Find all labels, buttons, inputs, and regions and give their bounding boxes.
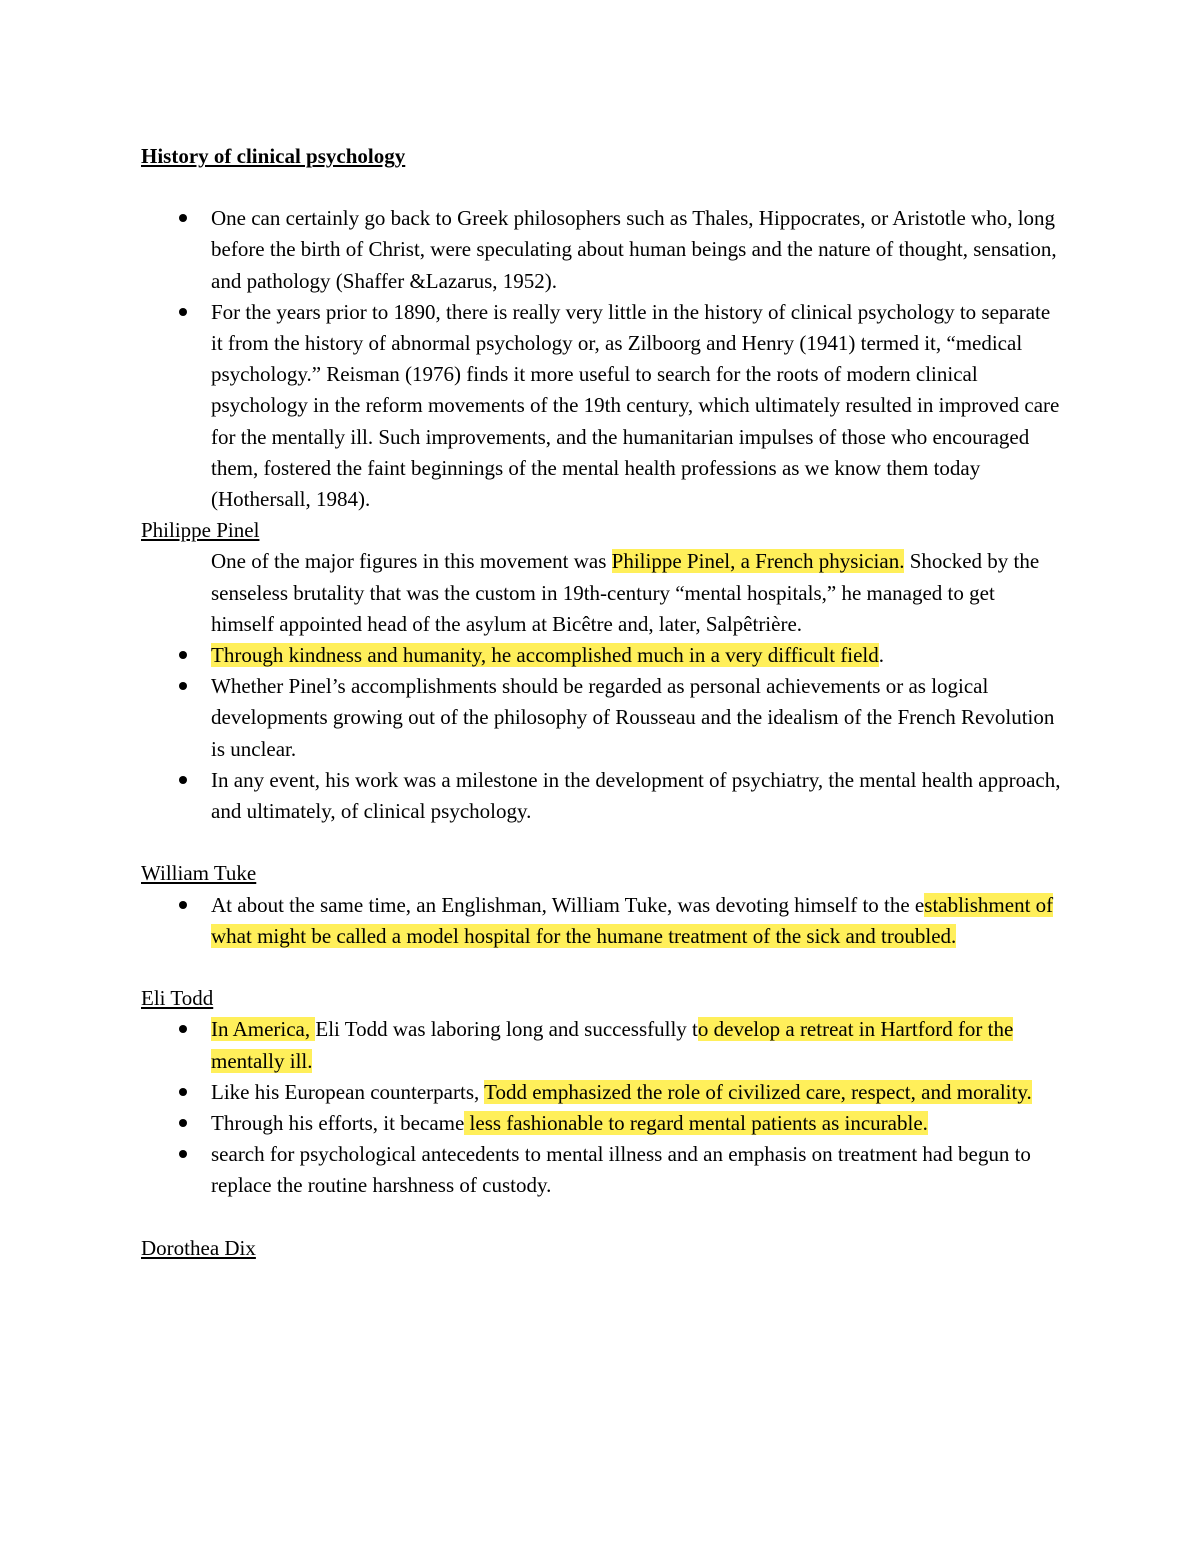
- highlighted-text: Todd emphasized the role of civilized care, respect, and morality.: [484, 1079, 1032, 1104]
- list-item: [211, 297, 1061, 515]
- document-title: History of clinical psychology: [141, 144, 406, 168]
- paragraph-text: One of the major figures in this movement was: [211, 549, 612, 574]
- bullet-text: search for psychological antecedents to mental illness and an emphasis on treatment had begun to replace the routine harshness of custody.: [211, 1142, 1031, 1198]
- list-item: [211, 1108, 1061, 1139]
- list-item: [211, 640, 1061, 671]
- list-item: [211, 1014, 1061, 1076]
- list-item: [211, 1077, 1061, 1108]
- tuke-bullet-list: [141, 890, 1061, 952]
- spacer: [141, 827, 1061, 858]
- paragraph-text: Shocked by the senseless brutality that was the custom in 19th-century “mental hospitals,” he managed to get himself appointed head of the asylum at Bicêtre and, later, Salpêtrière.: [211, 549, 1040, 636]
- bullet-text: Eli Todd was laboring long and successfully t: [315, 1017, 698, 1042]
- pinel-paragraph: [141, 546, 1061, 640]
- intro-bullet-list: [141, 203, 1061, 515]
- list-item: [211, 203, 1061, 297]
- spacer: [141, 952, 1061, 983]
- highlighted-text: Philippe Pinel, a French physician.: [611, 549, 905, 574]
- section-heading-tuke: William Tuke: [141, 861, 257, 886]
- highlighted-text: In America,: [211, 1017, 316, 1042]
- list-item: [211, 890, 1061, 952]
- document-page: [141, 141, 1061, 1264]
- section-heading-dix: Dorothea Dix: [141, 1235, 256, 1260]
- highlighted-text: stablishment of what might be called a model hospital for the humane treatment of the sick and troubled.: [211, 892, 1054, 948]
- pinel-bullet-list: [141, 640, 1061, 827]
- bullet-text: At about the same time, an Englishman, William Tuke, was devoting himself to the e: [211, 892, 925, 917]
- todd-bullet-list: [141, 1014, 1061, 1201]
- section-heading-pinel: Philippe Pinel: [141, 518, 260, 543]
- spacer: [141, 1202, 1061, 1233]
- bullet-text: Through his efforts, it became: [211, 1111, 465, 1136]
- list-item: [211, 765, 1061, 827]
- bullet-text: .: [878, 643, 885, 668]
- highlighted-text: o develop a retreat in Hartford for the mentally ill.: [211, 1017, 1014, 1073]
- list-item: [211, 1139, 1061, 1201]
- bullet-text: One can certainly go back to Greek philosophers such as Thales, Hippocrates, or Aristotle who, long before the birth of Christ, were speculating about human beings and the nature of thought, sensation, and pathology (Shaffer &Lazarus, 1952).: [211, 206, 1057, 293]
- bullet-text: In any event, his work was a milestone in the development of psychiatry, the mental health approach, and ultimately, of clinical psychology.: [211, 767, 1061, 824]
- bullet-text: For the years prior to 1890, there is really very little in the history of clinical psychology to separate it from the history of abnormal psychology or, as Zilboorg and Henry (1941) termed it, “medical psychology.” Reisman (1976) finds it more useful to search for the roots of modern clinical psychology in the reform movements of the 19th century, which ultimately resulted in improved care for the mentally ill. Such improvements, and the humanitarian impulses of those who encouraged them, fostered the faint beginnings of the mental health professions as we know them today (Hothersall, 1984).: [211, 299, 1060, 512]
- bullet-text: Whether Pinel’s accomplishments should be regarded as personal achievements or as logical developments growing out of the philosophy of Rousseau and the idealism of the French Revolution is unclear.: [211, 674, 1055, 761]
- highlighted-text: Through kindness and humanity, he accomplished much in a very difficult field: [211, 643, 879, 668]
- bullet-text: Like his European counterparts,: [211, 1079, 485, 1104]
- section-heading-todd: Eli Todd: [141, 986, 214, 1011]
- list-item: [211, 671, 1061, 765]
- highlighted-text: less fashionable to regard mental patients as incurable.: [464, 1111, 928, 1136]
